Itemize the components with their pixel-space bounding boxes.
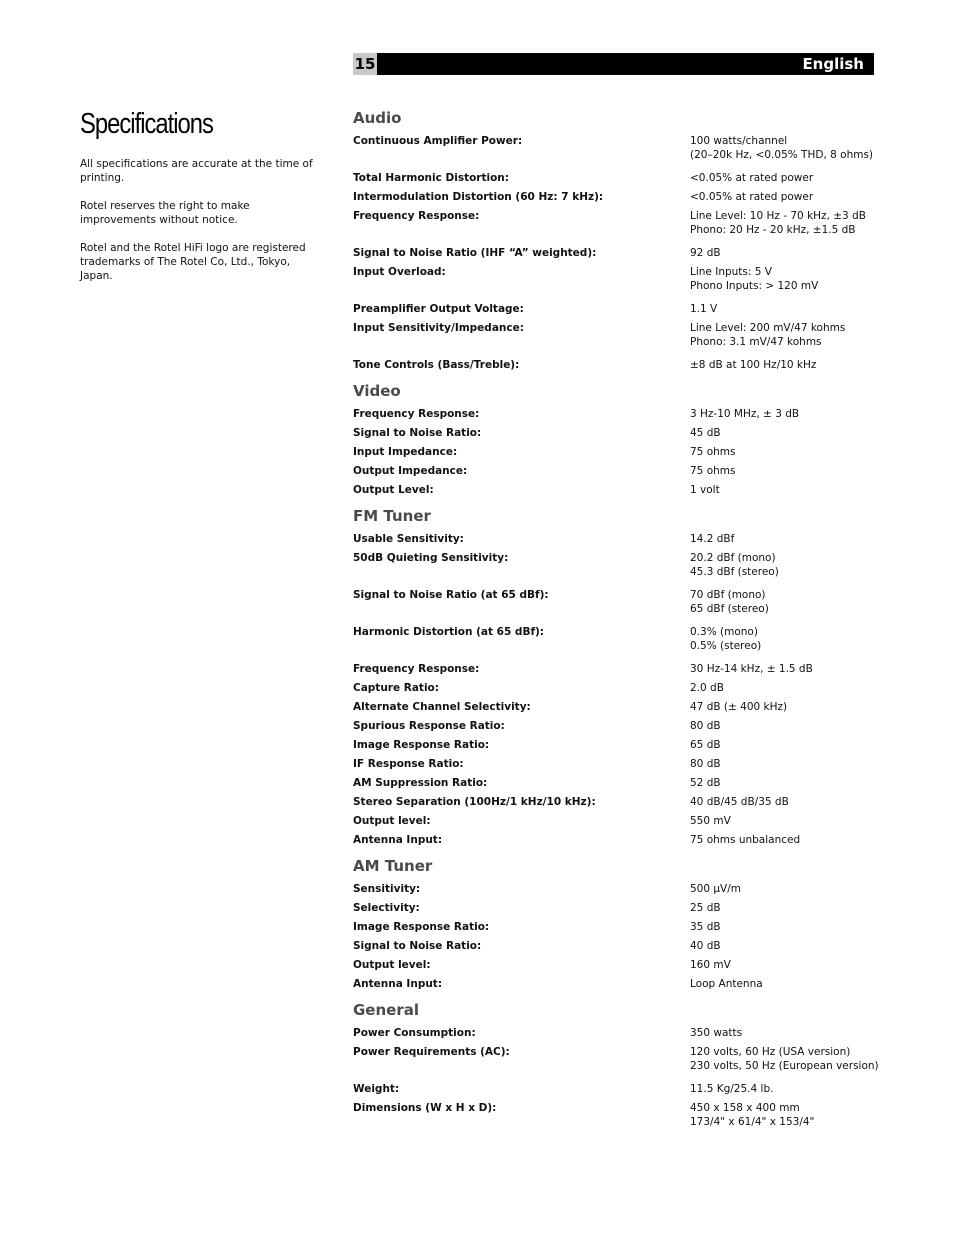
spec-value: 350 watts [690,1027,743,1039]
spec-value: 500 µV/m [690,883,742,895]
spec-value: 30 Hz-14 kHz, ± 1.5 dB [690,663,813,675]
page-title: Specifications [80,108,213,140]
spec-row [353,662,883,676]
note-accuracy: All specifications are accurate at the time of printing. [80,158,313,184]
spec-label: Frequency Response: [353,210,480,222]
spec-row [353,776,883,790]
spec-row [353,246,883,260]
spec-row [353,134,883,162]
spec-label: Alternate Channel Selectivity: [353,701,531,713]
spec-label: Stereo Separation (100Hz/1 kHz/10 kHz): [353,796,596,808]
spec-label: Capture Ratio: [353,682,439,694]
spec-section [353,506,883,847]
spec-value: 1 volt [690,484,720,496]
spec-value: <0.05% at rated power [690,172,814,184]
spec-value: 120 volts, 60 Hz (USA version) 230 volts, 50 Hz (European version) [690,1046,879,1072]
spec-value: 35 dB [690,921,721,933]
spec-row [353,551,883,579]
spec-row [353,1026,883,1040]
spec-label: Spurious Response Ratio: [353,720,505,732]
spec-value: 1.1 V [690,303,718,315]
spec-value: 40 dB/45 dB/35 dB [690,796,789,808]
spec-row [353,901,883,915]
spec-label: Selectivity: [353,902,420,914]
spec-row [353,939,883,953]
spec-row [353,265,883,293]
header-bar [353,53,874,75]
spec-row [353,738,883,752]
spec-label: Frequency Response: [353,663,480,675]
spec-value: 25 dB [690,902,721,914]
spec-label: IF Response Ratio: [353,758,464,770]
spec-label: Antenna Input: [353,978,443,990]
page-number: 15 [354,55,376,73]
spec-label: Signal to Noise Ratio: [353,427,482,439]
spec-row [353,445,883,459]
spec-value: 92 dB [690,247,721,259]
spec-label: Input Impedance: [353,446,458,458]
spec-value: 75 ohms [690,446,736,458]
spec-label: Output Level: [353,484,434,496]
spec-label: Output Impedance: [353,465,468,477]
spec-label: Signal to Noise Ratio (at 65 dBf): [353,589,549,601]
spec-row [353,977,883,991]
spec-value: ±8 dB at 100 Hz/10 kHz [690,359,817,371]
spec-row [353,171,883,185]
spec-label: Total Harmonic Distortion: [353,172,509,184]
spec-label: Input Sensitivity/Impedance: [353,322,524,334]
section-title: AM Tuner [353,857,433,875]
spec-label: Output level: [353,959,431,971]
spec-label: Image Response Ratio: [353,739,490,751]
spec-value: 45 dB [690,427,721,439]
spec-value: 14.2 dBf [690,533,735,545]
spec-row [353,407,883,421]
spec-row [353,1082,883,1096]
spec-row [353,719,883,733]
section-title: Video [353,382,401,400]
spec-row [353,358,883,372]
spec-label: Signal to Noise Ratio (IHF “A” weighted): [353,247,597,259]
spec-label: Power Requirements (AC): [353,1046,510,1058]
spec-label: Input Overload: [353,266,446,278]
spec-label: Signal to Noise Ratio: [353,940,482,952]
spec-value: 52 dB [690,777,721,789]
spec-value: 0.3% (mono) 0.5% (stereo) [690,626,762,652]
spec-row [353,426,883,440]
spec-label: Intermodulation Distortion (60 Hz: 7 kHz): [353,191,604,203]
spec-value: 160 mV [690,959,731,971]
spec-section [353,856,883,991]
spec-row [353,625,883,653]
language-label: English [802,55,864,73]
spec-row [353,882,883,896]
section-title: Audio [353,109,402,127]
spec-value: 550 mV [690,815,731,827]
spec-row [353,588,883,616]
spec-row [353,190,883,204]
spec-row [353,958,883,972]
spec-label: Antenna Input: [353,834,443,846]
spec-label: 50dB Quieting Sensitivity: [353,552,509,564]
spec-value: <0.05% at rated power [690,191,814,203]
spec-label: Tone Controls (Bass/Treble): [353,359,520,371]
note-improvements: Rotel reserves the right to make improvements without notice. [80,200,250,226]
spec-value: 75 ohms [690,465,736,477]
spec-label: Dimensions (W x H x D): [353,1102,497,1114]
spec-row [353,795,883,809]
spec-label: Preamplifier Output Voltage: [353,303,524,315]
spec-row [353,681,883,695]
section-title: General [353,1001,419,1019]
spec-row [353,532,883,546]
spec-row [353,302,883,316]
spec-value: 70 dBf (mono) 65 dBf (stereo) [690,589,769,615]
spec-label: Output level: [353,815,431,827]
spec-label: Image Response Ratio: [353,921,490,933]
spec-section [353,108,883,372]
spec-label: Continuous Amplifier Power: [353,135,523,147]
spec-row [353,483,883,497]
spec-label: Sensitivity: [353,883,421,895]
spec-row [353,700,883,714]
spec-value: 40 dB [690,940,721,952]
spec-row [353,814,883,828]
section-title: FM Tuner [353,507,431,525]
spec-label: Harmonic Distortion (at 65 dBf): [353,626,545,638]
spec-label: Weight: [353,1083,400,1095]
spec-label: Usable Sensitivity: [353,533,464,545]
spec-label: Frequency Response: [353,408,480,420]
spec-value: 47 dB (± 400 kHz) [690,701,788,713]
spec-row [353,321,883,349]
spec-value: 20.2 dBf (mono) 45.3 dBf (stereo) [690,552,779,578]
spec-section [353,1000,883,1129]
spec-value: 75 ohms unbalanced [690,834,801,846]
note-trademarks: Rotel and the Rotel HiFi logo are registered trademarks of The Rotel Co, Ltd., Tokyo, Japan. [80,242,306,282]
spec-value: 11.5 Kg/25.4 lb. [690,1083,774,1095]
specifications-list [353,108,883,1138]
spec-value: Line Level: 200 mV/47 kohms Phono: 3.1 mV/47 kohms [690,322,846,348]
spec-label: AM Suppression Ratio: [353,777,488,789]
spec-value: 3 Hz-10 MHz, ± 3 dB [690,408,800,420]
spec-value: Line Level: 10 Hz - 70 kHz, ±3 dB Phono: 20 Hz - 20 kHz, ±1.5 dB [690,210,866,236]
spec-value: 100 watts/channel (20–20k Hz, <0.05% THD, 8 ohms) [690,135,874,161]
spec-value: 80 dB [690,758,721,770]
spec-row [353,1045,883,1073]
spec-value: 450 x 158 x 400 mm 173/4" x 61/4" x 153/4" [690,1102,815,1128]
spec-label: Power Consumption: [353,1027,476,1039]
spec-row [353,833,883,847]
spec-section [353,381,883,497]
notes [80,157,320,297]
spec-row [353,464,883,478]
spec-value: 2.0 dB [690,682,724,694]
spec-row [353,1101,883,1129]
spec-row [353,757,883,771]
spec-value: 65 dB [690,739,721,751]
spec-row [353,920,883,934]
spec-value: 80 dB [690,720,721,732]
spec-value: Loop Antenna [690,978,763,990]
spec-row [353,209,883,237]
spec-value: Line Inputs: 5 V Phono Inputs: > 120 mV [690,266,819,292]
